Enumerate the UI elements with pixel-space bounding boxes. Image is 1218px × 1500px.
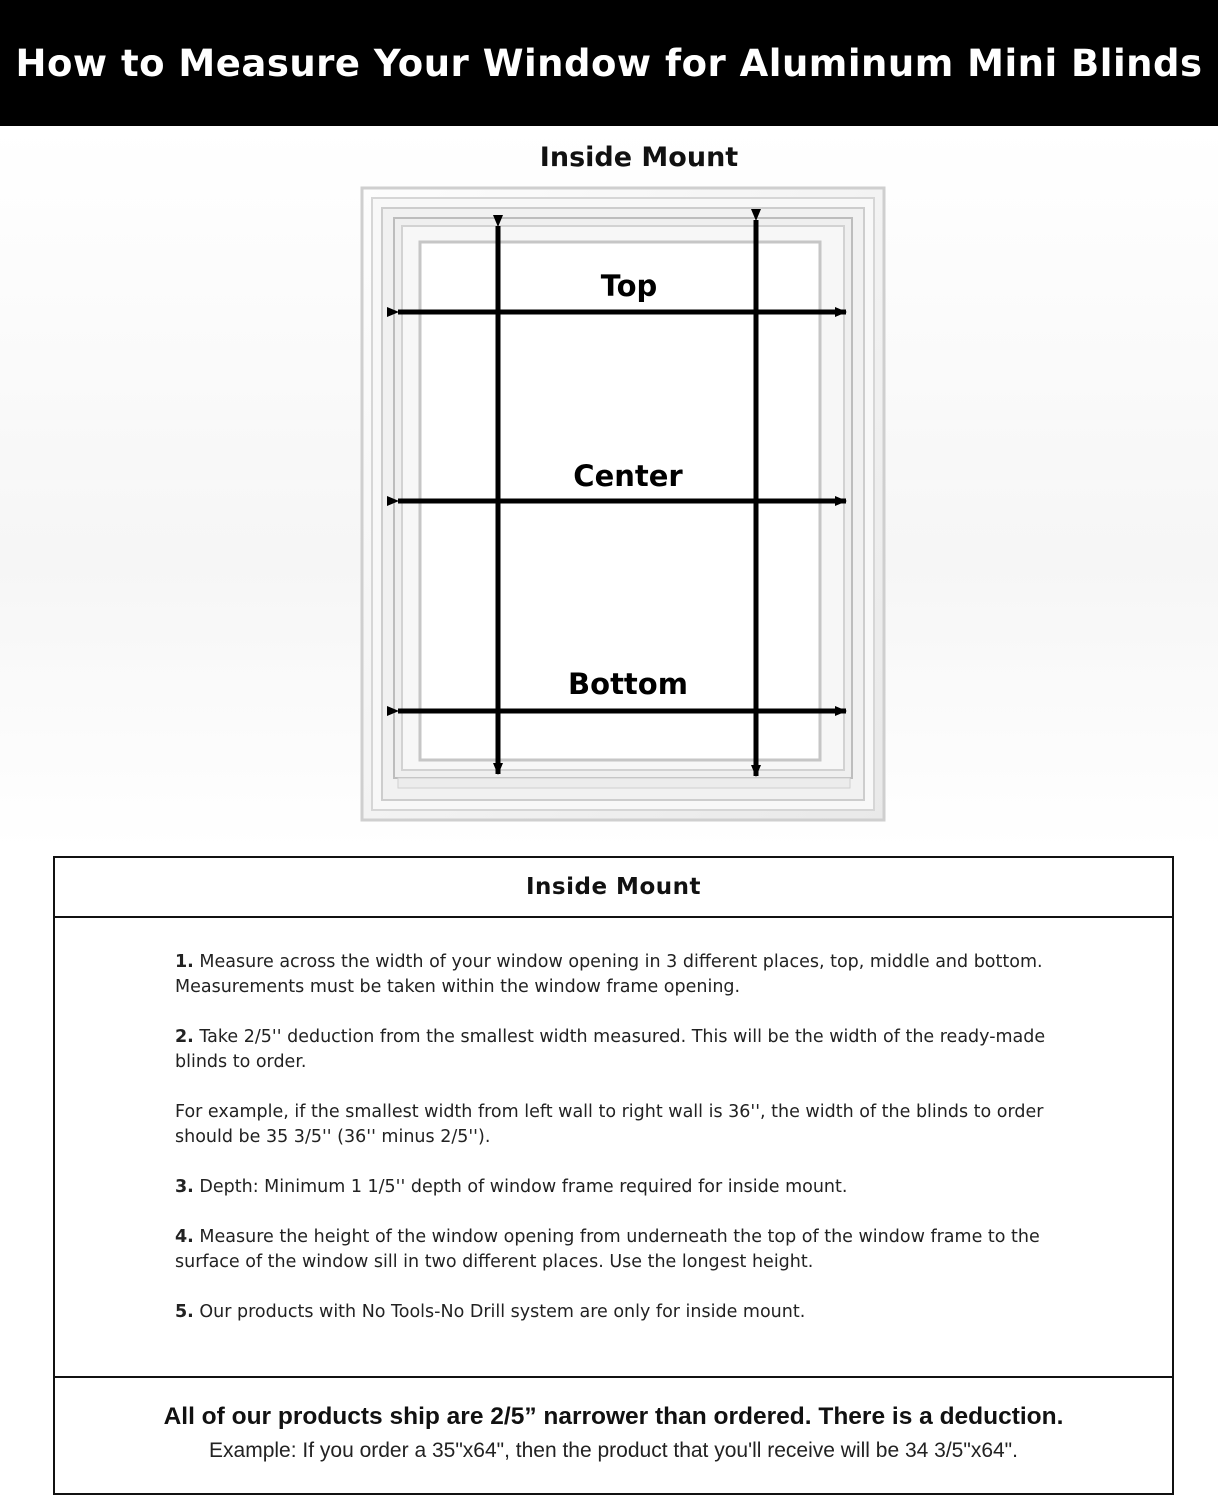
window-sill	[398, 778, 850, 788]
page-title: How to Measure Your Window for Aluminum Mini Blinds	[15, 41, 1203, 85]
instructions-box	[53, 856, 1174, 1495]
diagram-title: Inside Mount	[539, 142, 739, 173]
step-text: For example, if the smallest width from left wall to right wall is 36'', the width of the blinds to order should be 35 3/5'' (36'' minus 2/5'').	[175, 1102, 1044, 1147]
window-diagram	[358, 184, 890, 824]
step-5	[175, 1300, 1055, 1325]
instructions-steps	[175, 950, 1055, 1350]
step-number: 2.	[175, 1027, 194, 1047]
step-number: 5.	[175, 1302, 194, 1322]
header-bar	[0, 0, 1218, 126]
label-top: Top	[600, 269, 658, 303]
step-example	[175, 1100, 1055, 1150]
deduction-notice	[55, 1376, 1172, 1495]
step-text: Depth: Minimum 1 1/5'' depth of window frame required for inside mount.	[193, 1177, 848, 1197]
label-bottom: Bottom	[568, 667, 688, 701]
step-text: Measure the height of the window opening from underneath the top of the window frame to the surface of the window sill in two different places. Use the longest height.	[175, 1227, 1040, 1272]
deduction-example-text: Example: If you order a 35"x64", then the product that you'll receive will be 34 3/5"x64".	[209, 1439, 1018, 1462]
step-number: 1.	[175, 952, 194, 972]
instructions-title: Inside Mount	[525, 874, 701, 900]
step-2	[175, 1025, 1055, 1075]
step-1	[175, 950, 1055, 1000]
step-number: 4.	[175, 1227, 194, 1247]
label-center: Center	[573, 459, 683, 493]
step-3	[175, 1175, 1055, 1200]
step-text: Our products with No Tools-No Drill system are only for inside mount.	[193, 1302, 806, 1322]
step-text: Take 2/5'' deduction from the smallest width measured. This will be the width of the ready-made blinds to order.	[175, 1027, 1046, 1072]
step-4	[175, 1225, 1055, 1275]
step-text: Measure across the width of your window opening in 3 different places, top, middle and bottom. Measurements must be taken within the window frame opening.	[175, 952, 1043, 997]
instructions-header	[55, 858, 1172, 918]
deduction-notice-text: All of our products ship are 2/5” narrower than ordered. There is a deduction.	[163, 1403, 1064, 1430]
step-number: 3.	[175, 1177, 194, 1197]
